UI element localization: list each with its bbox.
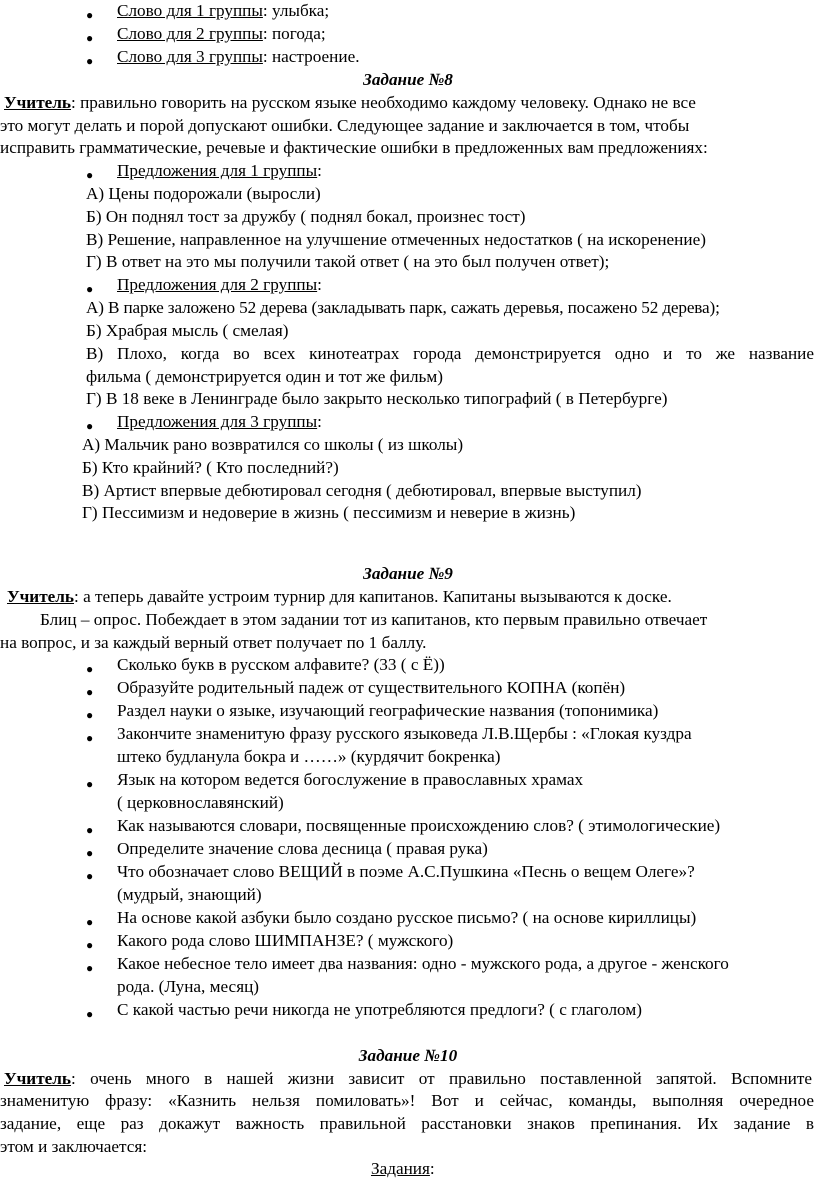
task8-intro-line: Учитель: правильно говорить на русском языке необходимо каждому человеку. Однако не все (4, 93, 696, 112)
sentence-item: Б) Храбрая мысль ( смелая) (86, 321, 289, 340)
sentence-item: А) Цены подорожали (выросли) (86, 184, 321, 203)
list-item: Слово для 1 группы: улыбка; (117, 1, 330, 20)
question-item-cont: рода. (Луна, месяц) (117, 977, 260, 996)
list-item: Слово для 2 группы: погода; (117, 24, 326, 43)
sentence-item: Г) Пессимизм и недоверие в жизнь ( пессимизм и неверие в жизнь) (82, 503, 576, 522)
question-item: На основе какой азбуки было создано русское письмо? ( на основе кириллицы) (117, 908, 697, 927)
group-heading: Предложения для 3 группы: (117, 412, 322, 431)
question-item: Образуйте родительный падеж от существительного КОПНА (копён) (117, 678, 626, 697)
bullet-icon: ● (86, 1007, 94, 1021)
question-item: Язык на котором ведется богослужение в православных храмах (117, 770, 584, 789)
sentence-item: А) Мальчик рано возвратился со школы ( из школы) (82, 435, 464, 454)
bullet-icon: ● (86, 823, 94, 837)
bullet-icon: ● (86, 8, 94, 22)
sentence-item: В) Плохо, когда во всех кинотеатрах города демонстрируется одно и то же название (86, 344, 814, 363)
question-item: Раздел науки о языке, изучающий географические названия (топонимика) (117, 701, 659, 720)
group-heading: Предложения для 2 группы: (117, 275, 322, 294)
bullet-icon: ● (86, 685, 94, 699)
task10-intro-line: этом и заключается: (0, 1137, 148, 1156)
task8-intro-line: исправить грамматические, речевые и фактические ошибки в предложенных вам предложениях: (0, 138, 708, 157)
bullet-icon: ● (86, 777, 94, 791)
task10-intro-line: Учитель: очень много в нашей жизни зависит от правильно поставленной запятой. Вспомните (4, 1069, 812, 1088)
sentence-item: Б) Кто крайний? ( Кто последний?) (82, 458, 339, 477)
bullet-icon: ● (86, 961, 94, 975)
teacher-label: Учитель (4, 93, 72, 112)
question-item-cont: ( церковнославянский) (117, 793, 284, 812)
group-heading: Предложения для 1 группы: (117, 161, 322, 180)
task10-intro-line: знаменитую фразу: «Казнить нельзя помиловать»! Вот и сейчас, команды, выполняя очередное (0, 1091, 814, 1110)
list-item: Слово для 3 группы: настроение. (117, 47, 360, 66)
sentence-item: Г) В ответ на это мы получили такой ответ ( на это был получен ответ); (86, 252, 610, 271)
bullet-icon: ● (86, 938, 94, 952)
task8-intro-line: это могут делать и порой допускают ошибки. Следующее задание и заключается в том, чтобы (0, 116, 690, 135)
question-item: Какое небесное тело имеет два названия: одно - мужского рода, а другое - женского (117, 954, 729, 973)
sentence-item: Б) Он поднял тост за дружбу ( поднял бокал, произнес тост) (86, 207, 526, 226)
bullet-icon: ● (86, 282, 94, 296)
bullet-icon: ● (86, 54, 94, 68)
sentence-item: Г) В 18 веке в Ленинграде было закрыто несколько типографий ( в Петербурге) (86, 389, 668, 408)
question-item-cont: (мудрый, знающий) (117, 885, 262, 904)
question-item: Сколько букв в русском алфавите? (33 ( с Ё)) (117, 655, 445, 674)
sentence-item: В) Решение, направленное на улучшение отмеченных недостатков ( на искоренение) (86, 230, 706, 249)
question-item: Закончите знаменитую фразу русского языковеда Л.В.Щербы : «Глокая куздра (117, 724, 692, 743)
bullet-icon: ● (86, 915, 94, 929)
sentence-item: фильма ( демонстрируется один и тот же фильм) (86, 367, 443, 386)
bullet-icon: ● (86, 869, 94, 883)
question-item: Определите значение слова десница ( правая рука) (117, 839, 488, 858)
bullet-icon: ● (86, 31, 94, 45)
task10-intro-line: задание, еще раз докажут важность правильной расстановки знаков препинания. Их задание в (0, 1114, 814, 1133)
question-item: С какой частью речи никогда не употребляются предлоги? ( с глаголом) (117, 1000, 642, 1019)
tasks-label: Задания: (371, 1159, 435, 1178)
bullet-icon: ● (86, 419, 94, 433)
question-item: Что обозначает слово ВЕЩИЙ в поэме А.С.Пушкина «Песнь о вещем Олеге»? (117, 862, 695, 881)
bullet-icon: ● (86, 168, 94, 182)
task10-title: Задание №10 (358, 1046, 458, 1065)
task9-title: Задание №9 (363, 564, 453, 583)
task8-title: Задание №8 (363, 70, 453, 89)
bullet-icon: ● (86, 846, 94, 860)
question-item-cont: штеко будланула бокра и ……» (курдячит бокренка) (117, 747, 501, 766)
task9-intro-line: на вопрос, и за каждый верный ответ получает по 1 баллу. (0, 633, 427, 652)
bullet-icon: ● (86, 662, 94, 676)
teacher-label: Учитель (4, 1069, 72, 1088)
bullet-icon: ● (86, 708, 94, 722)
question-item: Как называются словари, посвященные происхождению слов? ( этимологические) (117, 816, 721, 835)
task9-intro-line: Учитель: а теперь давайте устроим турнир для капитанов. Капитаны вызываются к доске. (7, 587, 672, 606)
question-item: Какого рода слово ШИМПАНЗЕ? ( мужского) (117, 931, 454, 950)
sentence-item: В) Артист впервые дебютировал сегодня ( дебютировал, впервые выступил) (82, 481, 642, 500)
teacher-label: Учитель (7, 587, 75, 606)
task9-intro-line: Блиц – опрос. Побеждает в этом задании тот из капитанов, кто первым правильно отвечает (40, 610, 708, 629)
sentence-item: А) В парке заложено 52 дерева (закладывать парк, сажать деревья, посажено 52 дерева); (86, 298, 720, 317)
bullet-icon: ● (86, 731, 94, 745)
